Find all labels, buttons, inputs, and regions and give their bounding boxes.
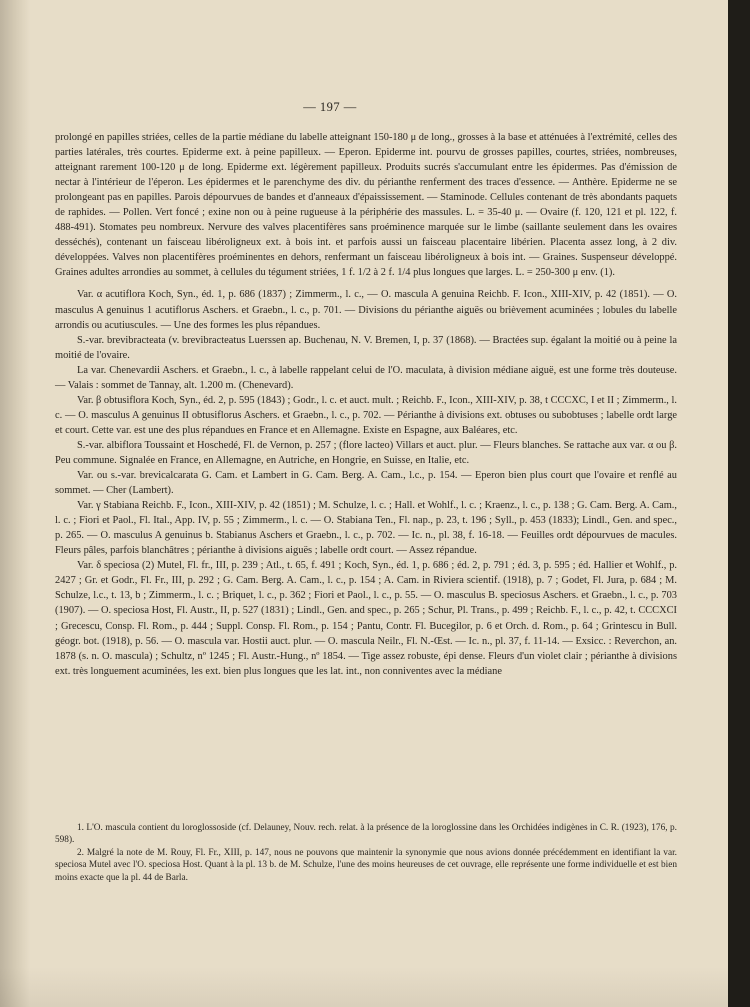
paragraph-description: prolongé en papilles striées, celles de la partie médiane du labelle atteignant 150-180 μ de long., grosses à la base et atténuées à l'extrémité, celles des parties latérales, très courtes. Epiderme ext. à peine papilleux. — Eperon. Epiderme int. pourvu de grosses papilles, courtes, striées, nombreuses, atteignant rarement 100-120 μ de long. Epiderme ext. légèrement papilleux. Produits sucrés s'accumulant entre les épidermes. Pas d'émission de nectar à l'intérieur de l'éperon. Les épidermes et le parenchyme des div. du périanthe renferment des traces d'essence. — Anthère. Epiderme ne se prolongeant pas en papilles. Parois dépourvues de bandes et d'anneaux d'épaississement. — Staminode. Cellules contenant de très abondants paquets de raphides. — Pollen. Vert foncé ; exine non ou à peine rugueuse à la périphérie des massules. L. = 35-40 μ. — Ovaire (f. 120, 121 et pl. 122, f. 488-491). Stomates peu nombreux. Nervure des valves placentifères sans proéminence marquée sur le limbe (saillante seulement dans les ovaires desséchés), contenant un faisceau libéroligneux ext. à bois int. et parfois aussi un faisceau placentaire libérien. Placenta assez long, à 2 div. développées. Valves non placentifères proéminentes en dehors, renfermant un faisceau libéroligneux à bois int. — Graines. Suspenseur développé. Graines adultes arrondies au sommet, à cellules du tégument striées, 1 f. 1/2 à 2 f. 1/4 plus longues que larges. L. = 250-300 μ env. (1). [55, 132, 677, 279]
page-binding-shadow [0, 0, 30, 1007]
footnote-1: 1. L'O. mascula contient du loroglossoside (cf. Delauney, Nouv. rech. relat. à la présence de la loroglossine dans les Orchidées indigènes in C. R. (1923), 176, p. 598). [55, 823, 677, 846]
paragraph-var-chenevardii: La var. Chenevardii Aschers. et Graebn., l. c., à labelle rappelant celui de l'O. maculata, à division médiane aiguë, est une forme très douteuse. — Valais : sommet de Tannay, alt. 1.200 m. (Chenevard). [55, 364, 677, 391]
footnotes [55, 822, 677, 884]
page-bottom-shade [0, 967, 728, 1007]
page-number: — 197 — [303, 100, 357, 114]
body-text [55, 130, 677, 679]
paragraph-var-stabiana: Var. γ Stabiana Reichb. F., Icon., XIII-XIV, p. 42 (1851) ; M. Schulze, l. c. ; Hall. et Wohlf., l. c. ; Kraenz., l. c., p. 138 ; G. Cam. Berg. A. Cam., l. c. ; Fiori et Paol., Fl. Ital., App. IV, p. 55 ; Zimmerm., l. c. — O. Stabiana Ten., Fl. nap., p. 23, t. 196 ; Syll., p. 453 (1833); Lindl., Gen. and spec., p. 265. — O. masculus A genuinus b. Stabianus Aschers et Graebn., l. c., p. 702. — Ic. n., pl. 38, f. 16-18. — Feuilles ordt dépourvues de macules. Fleurs pâles, parfois blanchâtres ; périanthe à divisions aiguës ; labelle ordt court. — Assez répandue. [55, 500, 677, 557]
paragraph-svar-brevibracteata: S.-var. brevibracteata (v. brevibracteatus Luerssen ap. Buchenau, N. V. Bremen, I, p. 37 (1868). — Bractées sup. égalant la moitié ou à peine la moitié de l'ovaire. [55, 334, 677, 361]
paragraph-var-acutiflora: Var. α acutiflora Koch, Syn., éd. 1, p. 686 (1837) ; Zimmerm., l. c., — O. mascula A genuina Reichb. F. Icon., XIII-XIV, p. 42 (1851). — O. masculus A genuinus 1 acutiflorus Aschers. et Graebn., l. c., p. 701. — Divisions du périanthe aiguës ou brièvement acuminées ; lobules du labelle arrondis ou acutiuscules. — Une des formes les plus répandues. [55, 289, 677, 331]
paragraph-var-brevicalcarata: Var. ou s.-var. brevicalcarata G. Cam. et Lambert in G. Cam. Berg. A. Cam., l.c., p. 154. — Eperon bien plus court que l'ovaire et renflé au sommet. — Cher (Lambert). [55, 470, 677, 497]
page-edge-background [728, 0, 750, 1007]
paragraph-var-speciosa: Var. δ speciosa (2) Mutel, Fl. fr., III, p. 239 ; Atl., t. 65, f. 491 ; Koch, Syn., éd. 1, p. 686 ; éd. 2, p. 791 ; éd. 3, p. 595 ; éd. Hallier et Wohlf., p. 2427 ; Gr. et Godr., Fl. Fr., III, p. 292 ; G. Cam. Berg. A. Cam., l. c., p. 154 ; A. Cam. in Riviera scientif. (1918), p. 7 ; Godet, Fl. Jura, p. 684 ; M. Schulze, l.c., t. 13, b ; Zimmerm., l. c. ; Briquet, l. c., p. 362 ; Fiori et Paol., l. c., p. 55. — O. masculus B. speciosus Aschers. et Graebn., l. c., p. 703 (1907). — O. speciosa Host, Fl. Austr., II, p. 527 (1831) ; Lindl., Gen. and spec., p. 265 ; Schur, Pl. Trans., p. 499 ; Reichb. F., l. c., p. 42, t. CCCXCI ; Grecescu, Consp. Fl. Rom., p. 444 ; Suppl. Consp. Fl. Rom., p. 154 ; Pantu, Contr. Fl. Bucegilor, p. 6 et Orch. d. Rom., p. 64 ; Grintescu in Bull. géogr. bot. (1918), p. 56. — O. mascula var. Hostii auct. plur. — O. mascula Neilr., Fl. N.-Œst. — Ic. n., pl. 37, f. 11-14. — Exsicc. : Reverchon, an. 1878 (s. n. O. mascula) ; Schultz, nº 1245 ; Fl. Austr.-Hung., nº 1854. — Tige assez robuste, épi dense. Fleurs d'un violet clair ; périanthe à divisions ext. très longuement acuminées, les ext. bien plus longues que les lat. int., non conniventes avec la médiane [55, 560, 677, 677]
footnote-2: 2. Malgré la note de M. Rouy, Fl. Fr., XIII, p. 147, nous ne pouvons que maintenir la synonymie que nous avions donnée précédemment en identifiant la var. speciosa Mutel avec l'O. speciosa Host. Quant à la pl. 13 b. de M. Schulze, l'une des moins heureuses de cet ouvrage, elle représente une forme individuelle et est bien moins exacte que la pl. 44 de Barla. [55, 847, 677, 883]
paragraph-var-obtusiflora: Var. β obtusiflora Koch, Syn., éd. 2, p. 595 (1843) ; Godr., l. c. et auct. mult. ; Reichb. F., Icon., XIII-XIV, p. 38, t CCCXC, I et II ; Zimmerm., l. c. — O. masculus A genuinus II obtusiflorus Aschers. et Graebn., l. c., p. 702. — Périanthe à divisions ext. obtuses ou subobtuses ; labelle ordt large et court. Cette var. est une des plus répandues en France et en Allemagne. Existe en Espagne, aux Baléares, etc. [55, 394, 677, 436]
paragraph-svar-albiflora: S.-var. albiflora Toussaint et Hoschedé, Fl. de Vernon, p. 257 ; (flore lacteo) Villars et auct. plur. — Fleurs blanches. Se rattache aux var. α ou β. Peu commune. Signalée en France, en Allemagne, en Autriche, en Hongrie, en Suisse, en Italie, etc. [55, 439, 677, 466]
